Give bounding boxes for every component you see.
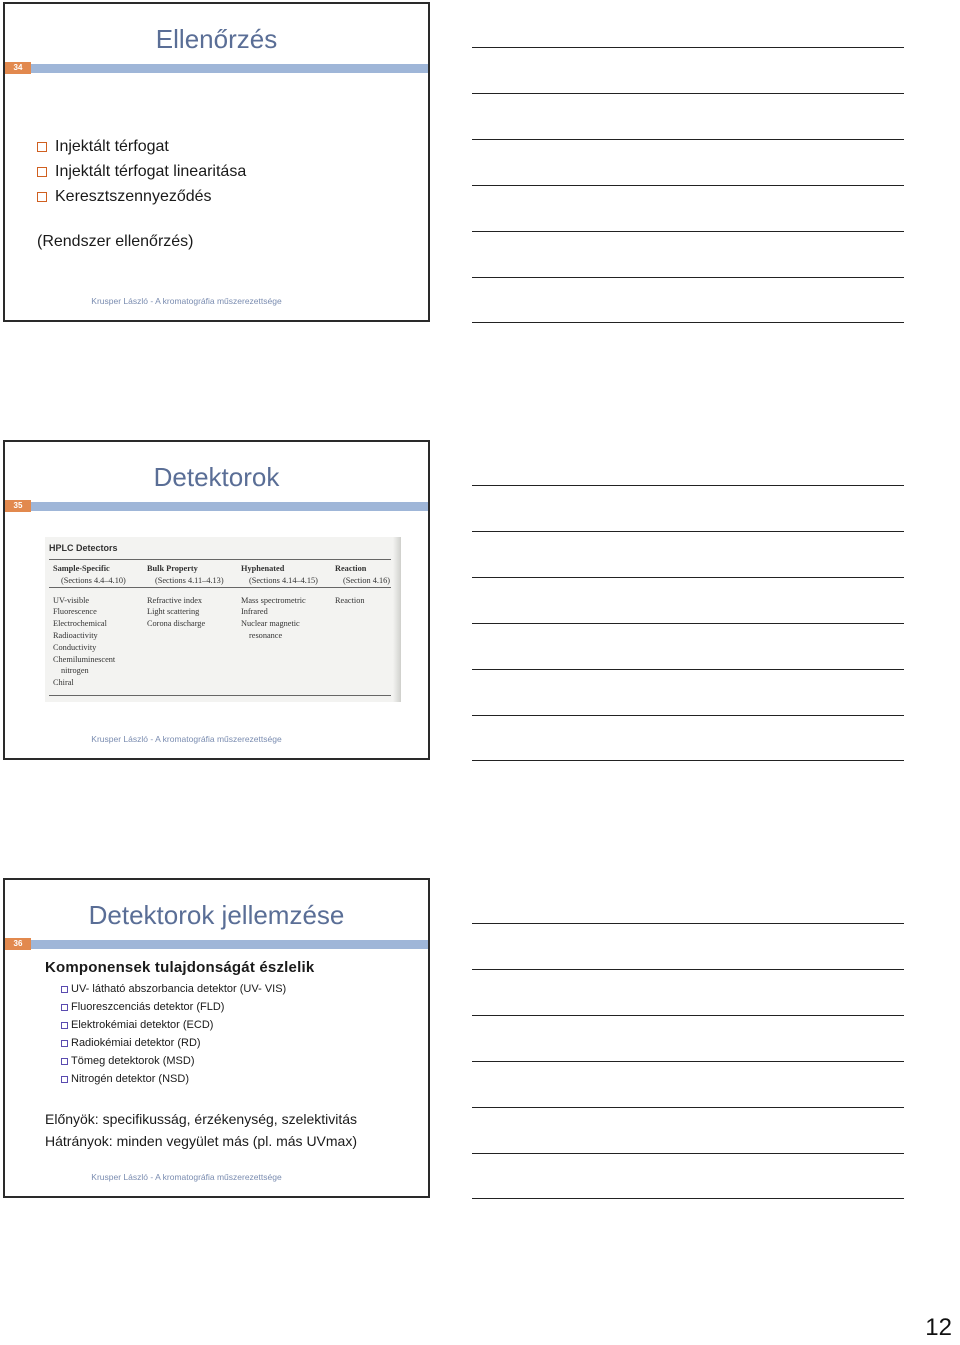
title-bar [31,64,428,73]
cons-text: Hátrányok: minden vegyület más (pl. más UVmax) [45,1133,357,1149]
slide-number: 34 [5,62,31,74]
slide-34 [3,2,430,322]
slide-title: Detektorok [153,462,280,492]
list-item [37,184,246,209]
detector-column: Hyphenated (Sections 4.14–4.15) Mass spectrometric Infrared Nuclear magnetic resonance [241,564,318,640]
pros-text: Előnyök: specifikusság, érzékenység, szelektivitás [45,1111,358,1127]
detector-list [61,980,286,1088]
square-bullet-icon [37,142,47,152]
detector-column: Bulk Property (Sections 4.11–4.13) Refractive index Light scattering Corona discharge [147,564,224,629]
square-bullet-icon [61,1022,68,1029]
square-bullet-icon [61,1004,68,1011]
list-item: Fluoreszcenciás detektor (FLD) [61,998,286,1016]
list-item: Tömeg detektorok (MSD) [61,1052,286,1070]
list-item-text: Keresztszennyeződés [55,188,212,205]
slide-footer: Krusper László - A kromatográfia műszerezettsége [91,296,282,306]
title-bar [31,940,428,949]
page-number: 12 [925,1314,952,1341]
list-item-text: Injektált térfogat linearitása [55,163,247,180]
title-bar [31,502,428,511]
list-item: Nitrogén detektor (NSD) [61,1070,286,1088]
list-item: Radiokémiai detektor (RD) [61,1034,286,1052]
list-item [37,159,246,184]
slide-title: Detektorok jellemzése [88,900,345,930]
slide-number: 35 [5,500,31,512]
square-bullet-icon [61,1076,68,1083]
square-bullet-icon [37,167,47,177]
slide-title: Ellenőrzés [155,24,278,54]
note-text: (Rendszer ellenőrzés) [37,233,194,250]
square-bullet-icon [61,986,68,993]
image-heading: HPLC Detectors [49,543,118,553]
list-item: UV- látható abszorbancia detektor (UV- VIS) [61,980,286,998]
list-item [37,134,246,159]
pros-cons [45,1108,357,1152]
hplc-detectors-image [45,537,401,702]
list-item: Elektrokémiai detektor (ECD) [61,1016,286,1034]
bullet-list [37,134,246,209]
square-bullet-icon [61,1040,68,1047]
slide-footer: Krusper László - A kromatográfia műszerezettsége [91,1172,282,1182]
detector-column: Sample-Specific (Sections 4.4–4.10) UV-visible Fluorescence Electrochemical Radioactivity Conductivity Chemiluminescent nitrogen Chiral [53,564,126,688]
detector-column: Reaction (Section 4.16) Reaction [335,564,391,605]
list-item-text: Injektált térfogat [55,138,169,155]
square-bullet-icon [37,192,47,202]
section-heading: Komponensek tulajdonságát észlelik [45,959,315,976]
slide-footer: Krusper László - A kromatográfia műszerezettsége [91,734,282,744]
square-bullet-icon [61,1058,68,1065]
slide-35 [3,440,430,760]
slide-number: 36 [5,938,31,950]
slide-36 [3,878,430,1198]
